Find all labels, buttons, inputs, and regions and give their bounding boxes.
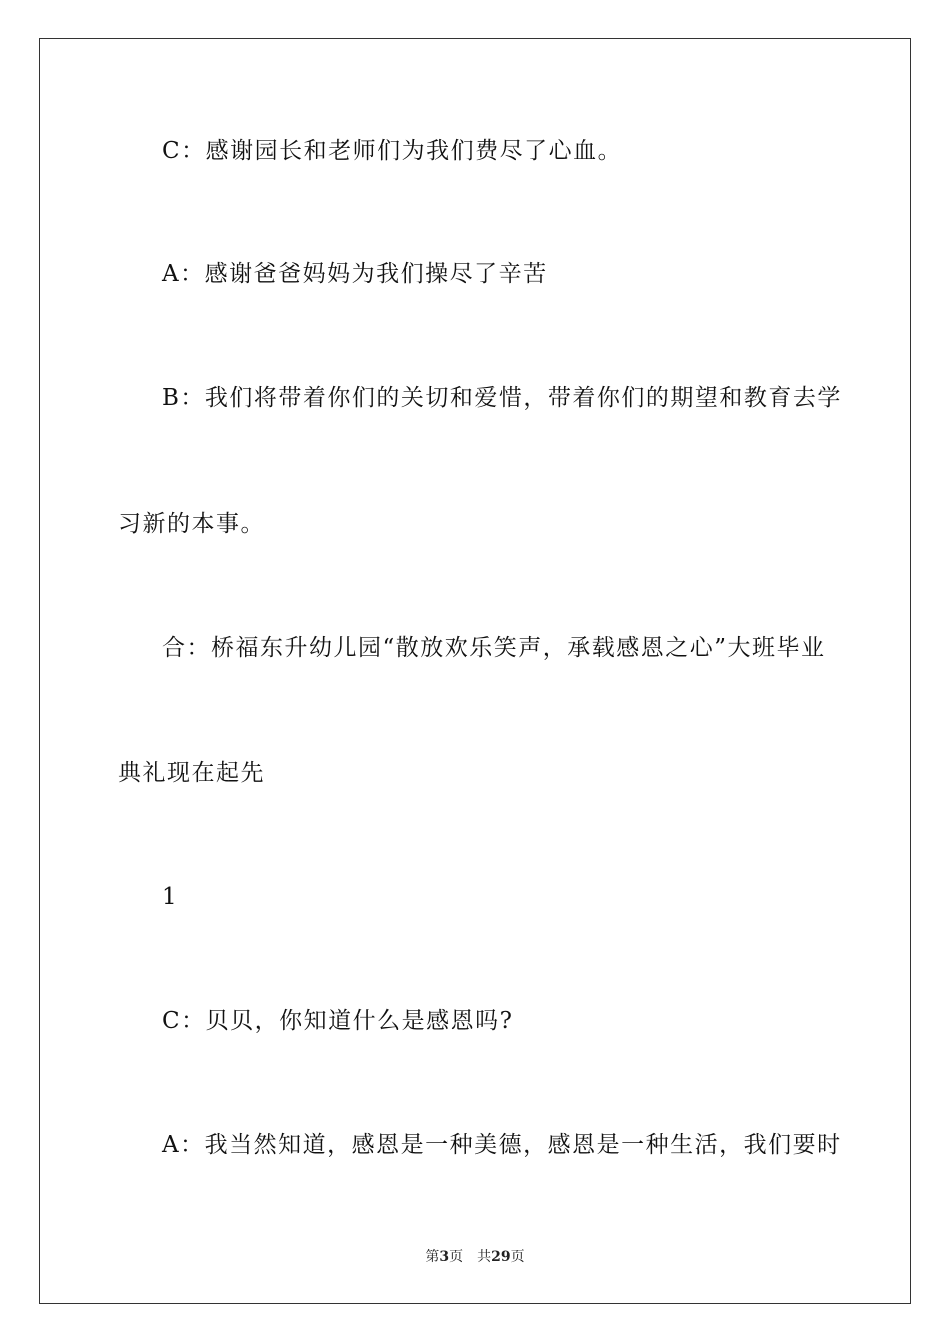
footer-page-current: 3: [439, 1249, 450, 1265]
text-line-2: A：感谢爸爸妈妈为我们操尽了辛苦: [162, 261, 548, 287]
text-line-4: 习新的本事。: [118, 511, 265, 537]
text-line-9: A：我当然知道，感恩是一种美德，感恩是一种生活，我们要时: [162, 1132, 842, 1158]
footer-page-prefix: 第: [425, 1249, 440, 1265]
text-line-1: C：感谢园长和老师们为我们费尽了心血。: [162, 138, 623, 164]
footer-total-suffix: 页: [510, 1249, 525, 1265]
page-footer: [0, 1246, 950, 1266]
footer-total-prefix: 共: [477, 1249, 492, 1265]
page-border: [39, 38, 911, 1304]
text-line-8: C：贝贝，你知道什么是感恩吗?: [162, 1008, 514, 1034]
text-line-3: B：我们将带着你们的关切和爱惜，带着你们的期望和教育去学: [162, 385, 842, 411]
text-line-5: 合：桥福东升幼儿园“散放欢乐笑声，承载感恩之心”大班毕业: [162, 635, 826, 661]
footer-page-total: 29: [491, 1249, 511, 1265]
footer-page-suffix: 页: [449, 1249, 464, 1265]
text-line-6: 典礼现在起先: [118, 760, 265, 786]
text-line-7: 1: [162, 884, 179, 910]
